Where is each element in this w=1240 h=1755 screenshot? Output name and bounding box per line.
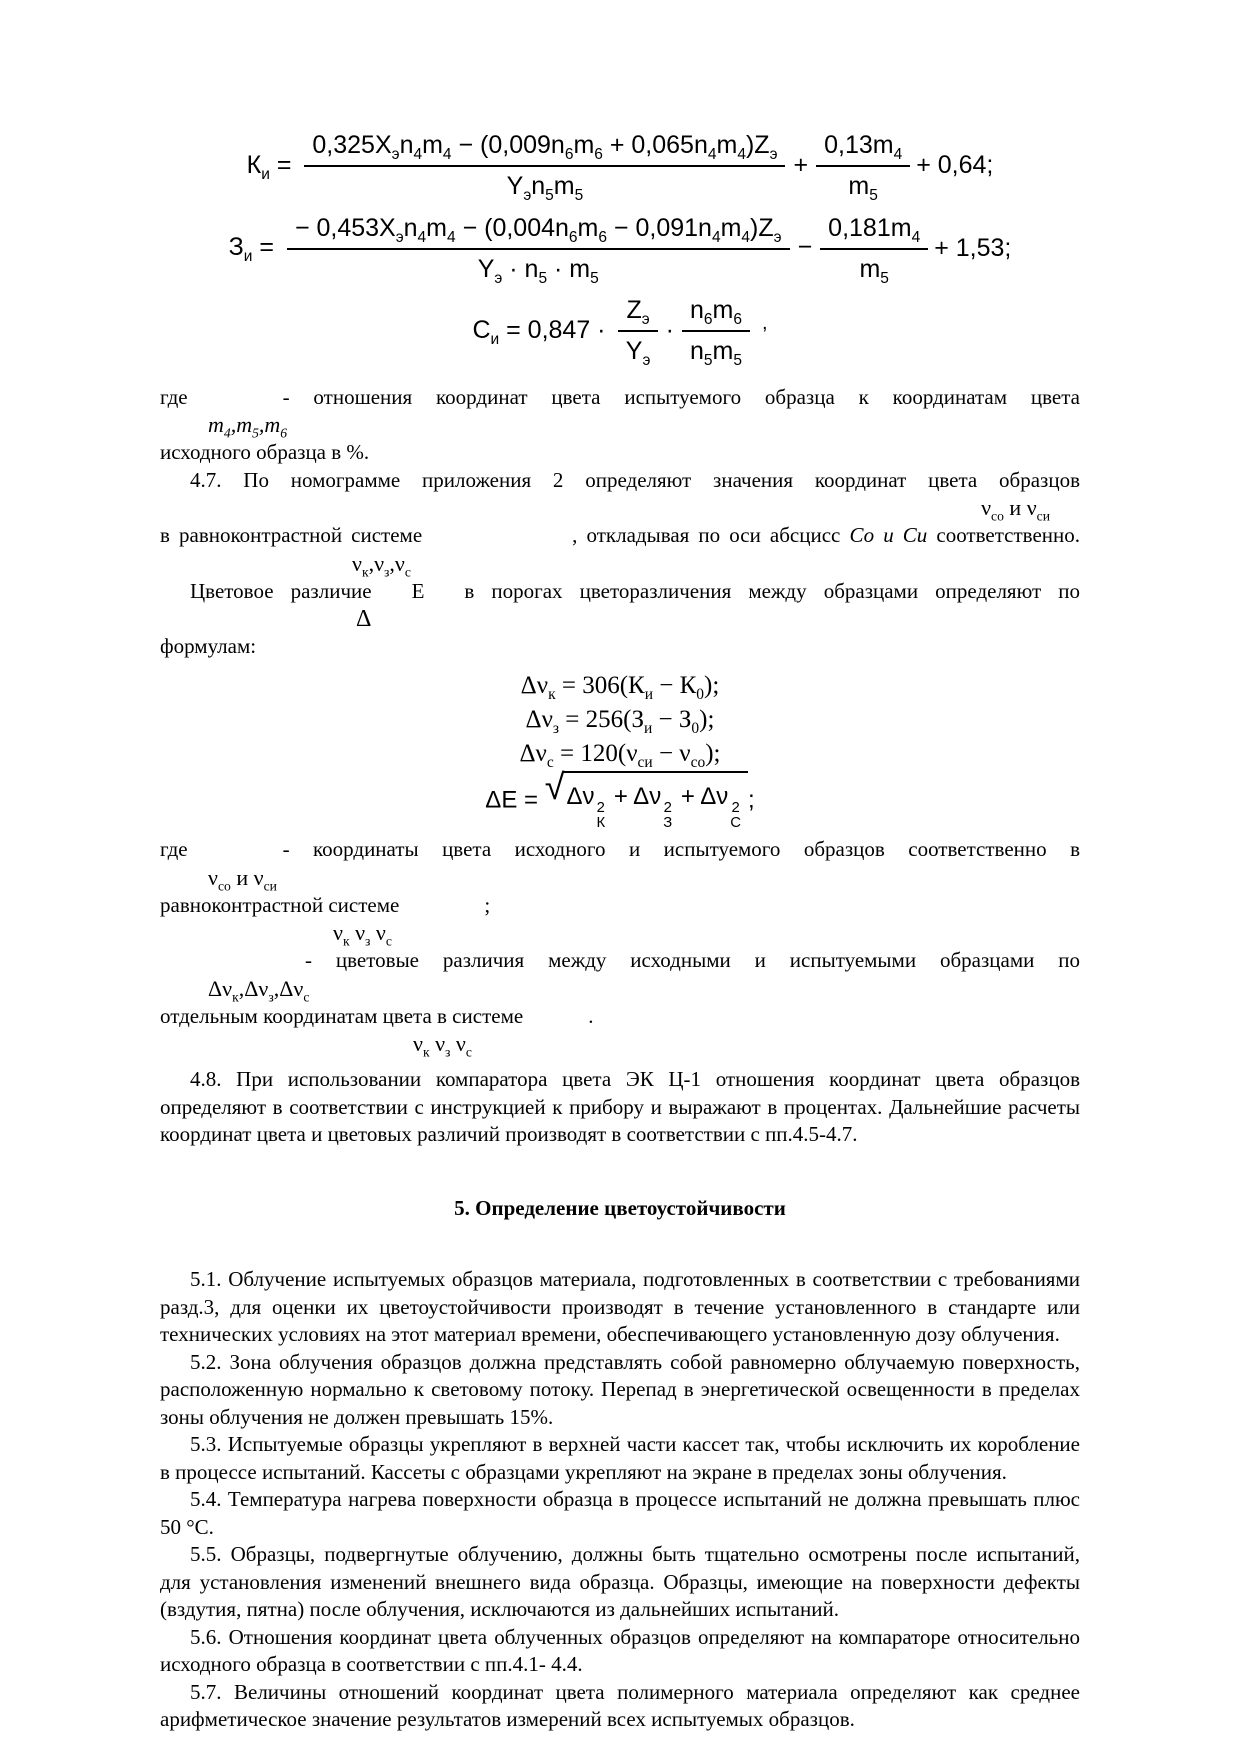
gde1-line <box>160 384 1080 412</box>
formula-z-lhs: $З_и$ = <box>228 233 281 266</box>
formula-dnu-k <box>160 669 1080 703</box>
dash2-line <box>160 947 1080 975</box>
p47b-co-ci: Со и Си <box>849 523 928 547</box>
formula-c-comma: , <box>761 311 768 334</box>
paragraph-5-4: 5.4. Температура нагрева поверхности образца в процессе испытаний не должна превышать плюс 50 °С. <box>160 1487 1080 1539</box>
p47b-pre: в равноконтрастной системе <box>160 523 423 547</box>
m456-symbols: $m_4,m_5,m_6$ <box>208 412 288 441</box>
formula-c-numerator-1: $Z_э$ <box>618 295 657 332</box>
formula-c-denominator-2: $n_5m_5$ <box>690 337 742 370</box>
gde1-gap <box>188 403 283 404</box>
paragraph-5-1: 5.1. Облучение испытуемых образцов материала, подготовленных в соответствии с требованиями разд.3, для оценки их цветоустойчивости производят в течение установленного в стандарте или технических условиях на этот материал времени, обеспечивающего установленную дозу облучения. <box>160 1267 1080 1347</box>
gde1-symbols-line <box>208 411 1080 439</box>
formula-de-radicand: Δν 2 К + Δν 2 З + Δν 2 С <box>562 771 748 831</box>
formula-c <box>160 295 1080 368</box>
nu-kzs-line-2 <box>333 919 1080 947</box>
formula-c-fraction-2 <box>682 295 750 368</box>
nu-so-si-line <box>160 494 1080 522</box>
dnu-kzs-symbols: $\Delta\nu_к,\Delta\nu_з,\Delta\nu_с$ <box>208 975 310 1005</box>
gde2-nu-so-si: $\nu_{со}$ и $\nu_{си}$ <box>208 864 277 894</box>
formula-dnu-c <box>160 737 1080 771</box>
formula-z-denominator-1: $Y_э \cdot n_5 \cdot m_5$ <box>477 254 599 287</box>
formula-k-numerator-2: $0,13m_4$ <box>816 130 910 167</box>
dash2-period: . <box>588 1003 594 1028</box>
formula-c-operator: · <box>665 315 674 344</box>
formula-dnu-k-body: $\Delta\nu_к = 306(К_и - К_0)$; <box>520 671 720 703</box>
dash2-cont: отдельным координатам цвета в системе <box>160 1003 524 1028</box>
delta-symbol: Δ <box>356 606 372 632</box>
color-diff-gap1 <box>372 597 412 598</box>
p47b-post1: , откладывая по оси абсцисс <box>572 523 850 547</box>
formula-k-fraction-1 <box>304 130 785 203</box>
p47b-gap <box>422 541 572 542</box>
paragraph-5-7: 5.7. Величины отношений координат цвета полимерного материала определяют как среднее арифметическое значение результатов измерений всех испытуемых образцов. <box>160 1679 1080 1732</box>
nu-kzs-line-3 <box>413 1030 1080 1058</box>
formula-c-lhs: $С_и = 0,847$ · <box>472 315 613 348</box>
formula-k-numerator-1: $0,325X_эn_4m_4 - (0,009n_6m_6 + 0,065n_4m_4)Z_э$ <box>304 130 785 167</box>
dash2-continuation-line <box>160 1003 1080 1031</box>
gde1-label: где <box>160 384 188 409</box>
color-diff-post: в порогах цветоразличения между образцами определяют по <box>464 578 1080 603</box>
formula-k-fraction-2 <box>816 130 910 203</box>
color-diff-e: Е <box>411 578 425 603</box>
nu-kzs-symbols-3: $\nu_к$ $\nu_з$ $\nu_с$ <box>413 1031 472 1060</box>
formula-z-fraction-1 <box>287 213 790 286</box>
gde1-continuation: исходного образца в %. <box>160 440 370 464</box>
paragraph-4-7: 4.7. По номограмме приложения 2 определяют значения координат цвета образцов <box>190 467 1080 492</box>
color-diff-pre: Цветовое различие <box>190 578 372 603</box>
gde2-continuation-line <box>160 892 1080 920</box>
formula-c-denominator-1: $Y_э$ <box>625 337 651 370</box>
dash2-symbols-line <box>208 975 1080 1003</box>
formula-k-tail: + 0,64; <box>916 150 994 179</box>
formula-dnu-z <box>160 703 1080 737</box>
formulam-line: формулам: <box>160 634 257 658</box>
paragraph-5-5: 5.5. Образцы, подвергнутые облучению, должны быть тщательно осмотрены после испытаний, для установления изменений внешнего вида образца. Образцы, имеющие на поверхности дефекты (вздутия, пятна) после облучения, исключаются из дальнейших испытаний. <box>160 1542 1080 1622</box>
section-5-heading: 5. Определение цветоустойчивости <box>454 1195 786 1220</box>
paragraph-5-3: 5.3. Испытуемые образцы укрепляют в верхней части кассет так, чтобы исключить их коробление в процессе испытаний. Кассеты с образцами укрепляют на экране в пределах зоны облучения. <box>160 1432 1080 1484</box>
color-difference-line <box>160 578 1080 606</box>
formula-k-denominator-2: $m_5$ <box>848 172 878 205</box>
formula-z-fraction-2 <box>820 213 928 286</box>
gde2-gap <box>188 855 283 856</box>
formula-de-tail: ; <box>748 785 755 813</box>
nu-kzs-symbols-1: $\nu_к,\nu_з,\nu_с$ <box>352 550 411 579</box>
gde2-cont: равноконтрастной системе <box>160 892 400 917</box>
formula-z-operator: − <box>797 233 813 262</box>
formula-k-operator: + <box>793 150 809 179</box>
formula-de-lhs: ΔЕ = <box>485 785 545 813</box>
p47b-post2: соответственно. <box>927 523 1080 547</box>
gde2-line <box>160 836 1080 864</box>
formula-de <box>160 765 1080 831</box>
gde2-symbols-line <box>208 864 1080 892</box>
formula-k <box>160 130 1080 203</box>
radical-sign: √ <box>544 765 565 807</box>
formula-z-tail: + 1,53; <box>934 233 1012 262</box>
formula-dnu-c-body: $\Delta\nu_с = 120(\nu_{си} - \nu_{со})$; <box>519 739 721 771</box>
paragraph-4-7b <box>160 522 1080 550</box>
formula-k-lhs: $К_и$ = <box>246 150 299 183</box>
color-diff-gap2 <box>424 597 464 598</box>
delta-line <box>356 605 1080 633</box>
nu-kzs-line-1 <box>352 550 1080 578</box>
gde2-semicolon: ; <box>484 892 491 917</box>
formula-z-denominator-2: $m_5$ <box>859 254 889 287</box>
nu-so-si-symbols: $\nu_{со}$ и $\nu_{си}$ <box>981 495 1050 524</box>
gde1-text: - отношения координат цвета испытуемого образца к координатам цвета <box>282 384 1080 409</box>
formula-z-numerator-2: $0,181m_4$ <box>820 213 928 250</box>
formula-c-numerator-2: $n_6m_6$ <box>682 295 750 332</box>
gde2-text: - координаты цвета исходного и испытуемого образцов соответственно в <box>282 837 1080 862</box>
formula-c-fraction-1 <box>618 295 657 368</box>
paragraph-5-6: 5.6. Отношения координат цвета облученных образцов определяют на компараторе относительно исходного образца в соответствии с пп.4.1- 4.4. <box>160 1624 1080 1677</box>
formula-de-radical <box>544 765 748 831</box>
formula-k-denominator-1: $Y_эn_5m_5$ <box>506 172 584 205</box>
dash2-text: - цветовые различия между исходными и испытуемыми образцами по <box>305 948 1080 973</box>
dash2-gap <box>523 1022 588 1023</box>
gde2-gap2 <box>399 911 484 912</box>
gde2-label: где <box>160 837 188 862</box>
formula-z <box>160 213 1080 286</box>
formula-z-numerator-1: − $0,453X_эn_4m_4 - (0,004n_6m_6 - 0,091n_4m_4)Z_э$ <box>287 213 790 250</box>
paragraph-5-2: 5.2. Зона облучения образцов должна представлять собой равномерно облучаемую поверхность, расположенную нормально к световому потоку. Перепад в энергетической освещенности в пределах зоны облучения не должен превышать 15%. <box>160 1349 1080 1429</box>
formula-dnu-z-body: $\Delta\nu_з = 256(З_и - З_0)$; <box>525 705 715 737</box>
nu-kzs-symbols-2: $\nu_к$ $\nu_з$ $\nu_с$ <box>333 920 392 949</box>
paragraph-4-8: 4.8. При использовании компаратора цвета ЭК Ц-1 отношения координат цвета образцов определяют в соответствии с инструкцией к прибору и выражают в процентах. Дальнейшие расчеты координат цвета и цветовых различий производят в соответствии с пп.4.5-4.7. <box>160 1067 1080 1147</box>
